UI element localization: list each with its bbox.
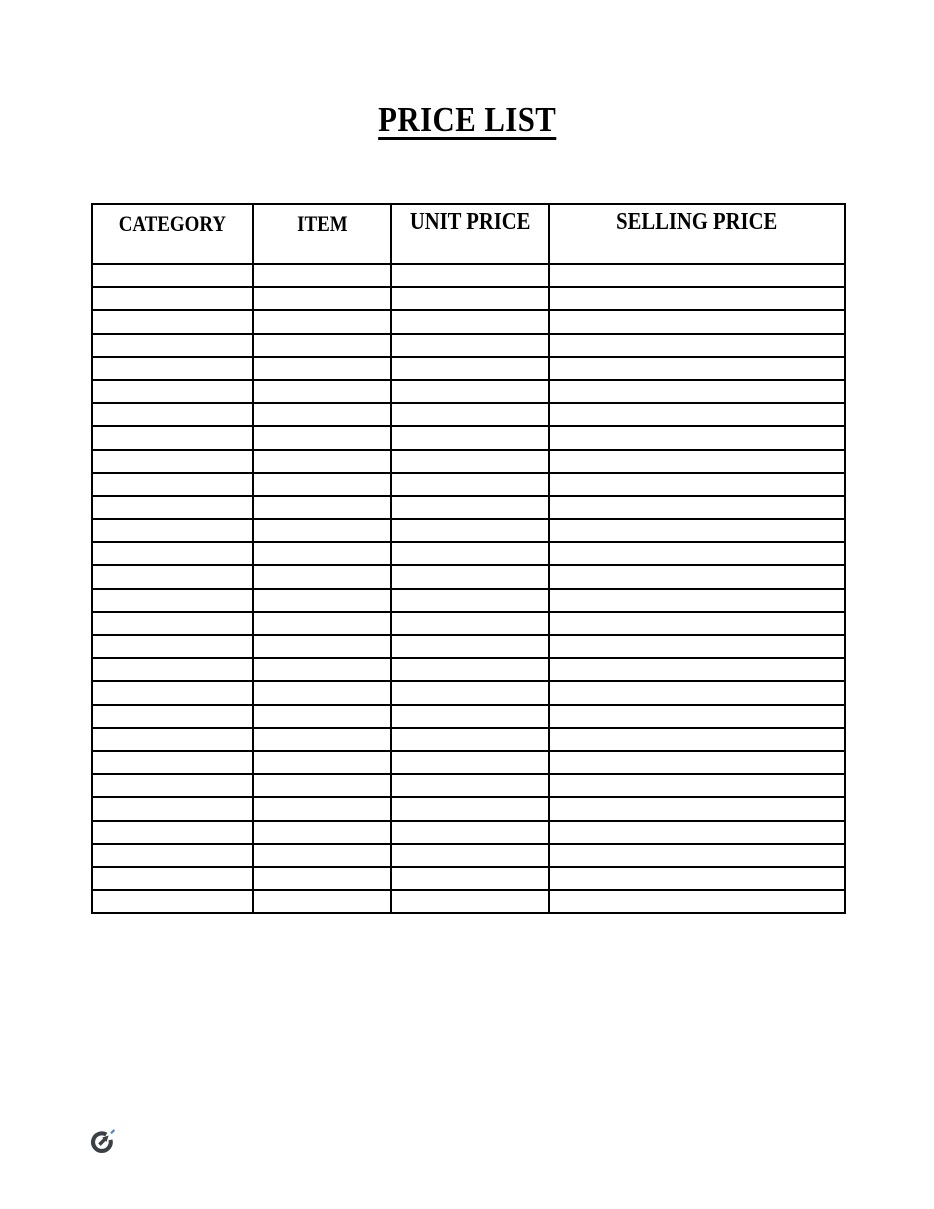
table-row bbox=[92, 589, 845, 612]
table-row bbox=[92, 565, 845, 588]
table-cell bbox=[92, 450, 253, 473]
table-cell bbox=[92, 334, 253, 357]
table-cell bbox=[92, 473, 253, 496]
table-cell bbox=[92, 658, 253, 681]
table-cell bbox=[253, 658, 391, 681]
table-cell bbox=[92, 519, 253, 542]
table-cell bbox=[391, 797, 549, 820]
table-cell bbox=[391, 844, 549, 867]
table-cell bbox=[391, 496, 549, 519]
column-header-unit-price bbox=[391, 204, 549, 264]
table-cell bbox=[92, 728, 253, 751]
table-cell bbox=[391, 681, 549, 704]
table-cell bbox=[391, 403, 549, 426]
table-cell bbox=[253, 519, 391, 542]
table-cell bbox=[549, 728, 845, 751]
page-title-text: PRICE LIST bbox=[377, 100, 557, 139]
table-row bbox=[92, 612, 845, 635]
table-row bbox=[92, 635, 845, 658]
table-cell bbox=[391, 357, 549, 380]
table-cell bbox=[253, 450, 391, 473]
table-row bbox=[92, 450, 845, 473]
column-header-category bbox=[92, 204, 253, 264]
table-row bbox=[92, 797, 845, 820]
table-cell bbox=[549, 844, 845, 867]
table-cell bbox=[92, 774, 253, 797]
table-cell bbox=[253, 821, 391, 844]
table-cell bbox=[253, 635, 391, 658]
table-cell bbox=[92, 264, 253, 287]
table-cell bbox=[253, 751, 391, 774]
table-row bbox=[92, 334, 845, 357]
table-cell bbox=[92, 797, 253, 820]
table-cell bbox=[253, 357, 391, 380]
table-cell bbox=[391, 890, 549, 913]
table-cell bbox=[253, 310, 391, 333]
table-cell bbox=[391, 426, 549, 449]
table-cell bbox=[549, 310, 845, 333]
table-cell bbox=[549, 519, 845, 542]
table-row bbox=[92, 380, 845, 403]
table-cell bbox=[391, 774, 549, 797]
table-row bbox=[92, 542, 845, 565]
table-row bbox=[92, 473, 845, 496]
table-cell bbox=[92, 565, 253, 588]
table-cell bbox=[549, 542, 845, 565]
table-cell bbox=[549, 635, 845, 658]
table-cell bbox=[92, 357, 253, 380]
price-list-table bbox=[91, 203, 846, 914]
table-cell bbox=[92, 612, 253, 635]
table-cell bbox=[92, 496, 253, 519]
table-row bbox=[92, 310, 845, 333]
table-row bbox=[92, 751, 845, 774]
table-cell bbox=[92, 310, 253, 333]
table-cell bbox=[391, 264, 549, 287]
table-cell bbox=[549, 751, 845, 774]
table-cell bbox=[549, 681, 845, 704]
table-cell bbox=[253, 612, 391, 635]
column-header-unit-price-label: UNIT PRICE bbox=[409, 209, 531, 235]
table-cell bbox=[391, 334, 549, 357]
table-body bbox=[92, 264, 845, 913]
table-cell bbox=[391, 589, 549, 612]
table-row bbox=[92, 705, 845, 728]
table-cell bbox=[549, 380, 845, 403]
table-cell bbox=[92, 635, 253, 658]
table-row bbox=[92, 264, 845, 287]
table-cell bbox=[253, 264, 391, 287]
table-cell bbox=[253, 867, 391, 890]
table-cell bbox=[92, 380, 253, 403]
table-cell bbox=[391, 728, 549, 751]
refresh-icon[interactable] bbox=[90, 1126, 116, 1154]
table-cell bbox=[391, 705, 549, 728]
table-cell bbox=[253, 287, 391, 310]
table-cell bbox=[391, 519, 549, 542]
table-cell bbox=[391, 658, 549, 681]
table-cell bbox=[391, 380, 549, 403]
table-cell bbox=[92, 705, 253, 728]
table-cell bbox=[253, 728, 391, 751]
table-cell bbox=[391, 565, 549, 588]
table-cell bbox=[549, 797, 845, 820]
table-cell bbox=[391, 821, 549, 844]
table-cell bbox=[92, 844, 253, 867]
table-cell bbox=[549, 867, 845, 890]
table-cell bbox=[391, 612, 549, 635]
circular-arrow-refresh-icon-glyph bbox=[90, 1126, 116, 1154]
table-cell bbox=[549, 403, 845, 426]
table-cell bbox=[391, 542, 549, 565]
table-cell bbox=[253, 589, 391, 612]
table-row bbox=[92, 658, 845, 681]
table-row bbox=[92, 681, 845, 704]
table-cell bbox=[549, 450, 845, 473]
table-cell bbox=[253, 705, 391, 728]
table-cell bbox=[391, 450, 549, 473]
column-header-item-label: ITEM bbox=[296, 211, 348, 236]
table-row bbox=[92, 403, 845, 426]
table-row bbox=[92, 821, 845, 844]
column-header-item bbox=[253, 204, 391, 264]
table-cell bbox=[549, 565, 845, 588]
table-cell bbox=[549, 287, 845, 310]
table-cell bbox=[253, 426, 391, 449]
table-cell bbox=[391, 635, 549, 658]
table-cell bbox=[92, 867, 253, 890]
table-cell bbox=[253, 681, 391, 704]
table-row bbox=[92, 844, 845, 867]
table-row bbox=[92, 287, 845, 310]
table-cell bbox=[253, 496, 391, 519]
table-cell bbox=[92, 426, 253, 449]
table-cell bbox=[92, 542, 253, 565]
table-cell bbox=[391, 473, 549, 496]
table-cell bbox=[549, 890, 845, 913]
page-title bbox=[0, 100, 934, 140]
table-cell bbox=[253, 334, 391, 357]
table-row bbox=[92, 890, 845, 913]
table-cell bbox=[549, 264, 845, 287]
table-cell bbox=[391, 751, 549, 774]
table-row bbox=[92, 426, 845, 449]
table-cell bbox=[549, 589, 845, 612]
table-cell bbox=[253, 797, 391, 820]
table-row bbox=[92, 774, 845, 797]
table-cell bbox=[253, 844, 391, 867]
table-row bbox=[92, 519, 845, 542]
table-cell bbox=[92, 751, 253, 774]
table-cell bbox=[549, 426, 845, 449]
table-cell bbox=[391, 310, 549, 333]
table-cell bbox=[391, 867, 549, 890]
table-cell bbox=[253, 890, 391, 913]
table-cell bbox=[549, 658, 845, 681]
table-cell bbox=[549, 612, 845, 635]
table-cell bbox=[253, 403, 391, 426]
table-cell bbox=[549, 473, 845, 496]
table-cell bbox=[549, 705, 845, 728]
column-header-selling-price bbox=[549, 204, 845, 264]
column-header-selling-price-label: SELLING PRICE bbox=[616, 209, 778, 235]
table-row bbox=[92, 496, 845, 519]
table-cell bbox=[253, 473, 391, 496]
table-cell bbox=[92, 287, 253, 310]
table-cell bbox=[253, 774, 391, 797]
table-row bbox=[92, 728, 845, 751]
table-cell bbox=[253, 380, 391, 403]
table-cell bbox=[92, 890, 253, 913]
table-cell bbox=[253, 565, 391, 588]
table-cell bbox=[391, 287, 549, 310]
table-cell bbox=[549, 821, 845, 844]
table-cell bbox=[253, 542, 391, 565]
table-cell bbox=[92, 589, 253, 612]
table-cell bbox=[549, 774, 845, 797]
table-cell bbox=[549, 334, 845, 357]
column-header-category-label: CATEGORY bbox=[118, 211, 227, 236]
table-cell bbox=[549, 496, 845, 519]
table-header-row bbox=[92, 204, 845, 264]
table-row bbox=[92, 867, 845, 890]
table-cell bbox=[549, 357, 845, 380]
table-cell bbox=[92, 681, 253, 704]
table-cell bbox=[92, 821, 253, 844]
table-cell bbox=[92, 403, 253, 426]
table-row bbox=[92, 357, 845, 380]
